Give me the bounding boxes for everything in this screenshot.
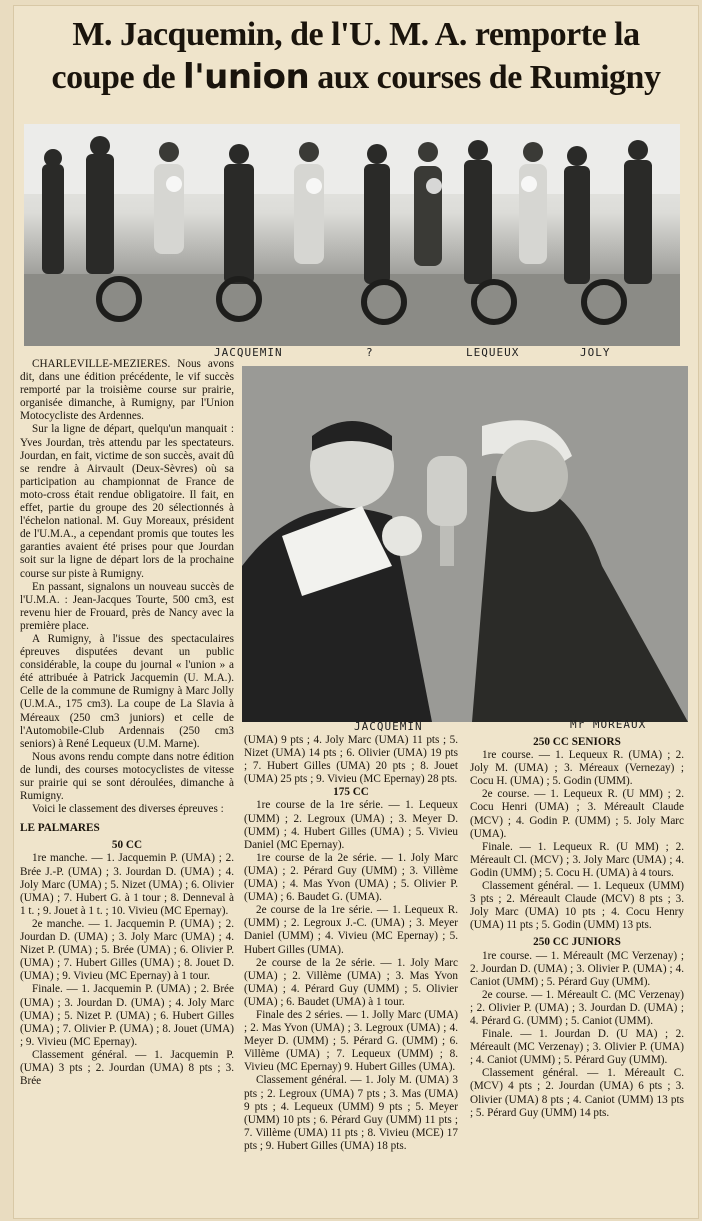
result-paragraph: Classement général. — 1. Lequeux (UMM) 3 pts ; 2. Méreault Claude (MCV) 8 pts ; 3. Joly Marc (UMA) 10 pts ; 4. Cocu Henry (UMA) 11 pts ; 5. Godin (UMM) 13 pts. — [470, 880, 684, 932]
article-column-2 — [244, 734, 458, 1216]
photo1-caption-joly: JOLY — [580, 346, 611, 359]
result-paragraph: Finale. — 1. Jourdan D. (U MA) ; 2. Méreault (MC Verzenay) ; 3. Olivier P. (UMA) ; 4. Caniot (UMM) ; 5. Pérard Guy (UMM). — [470, 1028, 684, 1067]
article-paragraph: Nous avons rendu compte dans notre édition de lundi, des courses motocyclistes de vitesse sur prairie qui se sont déroulées, dimanche à Rumigny. — [20, 750, 234, 803]
result-paragraph: 1re course. — 1. Méreault (MC Verzenay) ; 2. Jourdan D. (UMA) ; 3. Olivier P. (UMA) ; 4. Caniot (UMM) ; 5. Pérard Guy (UMM). — [470, 949, 684, 988]
headline-line-1: M. Jacquemin, de l'U. M. A. remporte la — [72, 16, 640, 53]
result-paragraph: Classement général. — 1. Jacquemin P. (UMA) 3 pts ; 2. Jourdan (UMA) 8 pts ; 3. Brée — [20, 1048, 234, 1088]
result-paragraph: Finale. — 1. Lequeux R. (U MM) ; 2. Méreault Cl. (MCV) ; 3. Joly Marc (UMA) ; 4. Godin (UMM) ; 5. Cocu H. (UMA) à 4 tours. — [470, 840, 684, 879]
cc175-heading: 175 CC — [333, 786, 369, 799]
result-paragraph: Finale. — 1. Jacquemin P. (UMA) ; 2. Brée (UMA) ; 3. Jourdan D. (UMA) ; 4. Joly Marc (UMA) ; 5. Nizet P. (UMA) ; 6. Hubert Gilles (UMA) ; 7. Olivier P. (UMA) ; 8. Jouet (UMA) ; 9. Vivieu (MC Epernay). — [20, 983, 234, 1048]
result-paragraph: Finale des 2 séries. — 1. Jolly Marc (UMA) ; 2. Mas Yvon (UMA) ; 3. Legroux (UMA) ; 4. Meyer D. (UMM) ; 5. Pérard G. (UMM) ; 6. Villème (UMA) ; 7. Lequeux (UMM) ; 8. Vivieu (MC Epernay) 9. Hubert Gilles (UMA). — [244, 1008, 458, 1074]
article-paragraph: CHARLEVILLE-MEZIERES. Nous avons dit, dans une édition précédente, le vif succès remporté par la troisième course sur prairie, organisée dimanche, à Rumigny, par l'Union Motocycliste des Ardennes. — [20, 358, 234, 423]
photo1-caption-lequeux: LEQUEUX — [466, 346, 520, 359]
result-paragraph: 1re manche. — 1. Jacquemin P. (UMA) ; 2. Brée J.-P. (UMA) ; 3. Jourdan D. (UMA) ; 4. Joly Marc (UMA) ; 5. Nizet (UMA) ; 6. Olivier (UMA) ; 7. Hubert G. à 1 tour ; 8. Denneval à 1 t. ; 9. Jouet à 1 t. ; 10. Vivieu (MC Epernay). — [20, 852, 234, 917]
headline-line-2-start: coupe de — [51, 59, 184, 96]
headline-line-2 — [24, 56, 688, 99]
article-paragraph: Voici le classement des diverses épreuves : — [32, 803, 224, 816]
result-paragraph: 2e course. — 1. Méreault C. (MC Verzenay) ; 2. Olivier P. (UMA) ; 3. Jourdan D. (UMA) ; 4. Pérard G. (UMM) ; 5. Caniot (UMM). — [470, 988, 684, 1027]
photo2-caption-jacquemin: JACQUEMIN — [354, 720, 423, 733]
headline-line-2-end: aux courses de Rumigny — [309, 59, 661, 96]
trophy-presentation-photo — [242, 366, 688, 722]
article-column-3 — [470, 736, 684, 1216]
result-paragraph: 2e manche. — 1. Jacquemin P. (UMA) ; 2. Jourdan D. (UMA) ; 3. Joly Marc (UMA) ; 4. Nizet P. (UMA) ; 5. Brée (UMA) ; 6. Olivier P. (UMA) ; 7. Hubert Gilles (UMA) ; 8. Jouet D. (UMA) ; 9. Vivieu (MC Epernay) à 1 tour. — [20, 917, 234, 983]
result-paragraph: 2e course de la 1re série. — 1. Lequeux R. (UMM) ; 2. Legroux J.-C. (UMA) ; 3. Meyer Daniel (UMM) ; 4. Vivieu (MC Epernay) ; 5. Hubert Gilles (UMA). — [244, 904, 458, 956]
headline — [24, 14, 688, 99]
photo1-caption-unknown: ? — [366, 346, 374, 359]
result-paragraph: 2e course de la 2e série. — 1. Joly Marc (UMA) ; 2. Villème (UMA) ; 3. Mas Yvon (UMA) ; 4. Pérard Guy (UMM) ; 5. Olivier (UMA) ; 6. Baudet (UMA) à 1 tour. — [244, 956, 458, 1008]
result-paragraph: (UMA) 9 pts ; 4. Joly Marc (UMA) 11 pts ; 5. Nizet (UMA) 14 pts ; 6. Olivier (UMA) 19 pts ; 7. Hubert Gilles (UMA) 20 pts ; 8. Jouet (UMA) 25 pts ; 9. Vivieu (MC Epernay) 28 pts. — [244, 734, 458, 786]
riders-group-photo — [24, 124, 680, 346]
article-paragraph: En passant, signalons un nouveau succès de l'U.M.A. : Jean-Jacques Tourte, 500 cm3, est revenu hier de Frouard, près de Nancy avec la première place. — [20, 580, 234, 632]
cc250-seniors-heading: 250 CC SENIORS — [533, 736, 621, 748]
cc250-juniors-heading: 250 CC JUNIORS — [533, 936, 621, 949]
result-paragraph: 1re course. — 1. Lequeux R. (UMA) ; 2. Joly M. (UMA) ; 3. Méreaux (Vernezay) ; Cocu H. (UMA) ; 5. Godin (UMM). — [470, 749, 684, 788]
photo1-caption-jacquemin: JACQUEMIN — [214, 346, 283, 359]
newspaper-clipping — [14, 6, 698, 1218]
cc50-heading: 50 CC — [111, 839, 143, 852]
result-paragraph: 1re course de la 1re série. — 1. Lequeux (UMM) ; 2. Legroux (UMA) ; 3. Meyer D. (UMM) ; 4. Hubert Gilles (UMA) ; 5. Vivieu Daniel (MC Epernay). — [244, 799, 458, 851]
result-paragraph: Classement général. — 1. Méreault C. (MCV) 4 pts ; 2. Jourdan (UMA) 6 pts ; 3. Olivier (UMA) 8 pts ; 4. Caniot (UMM) 13 pts ; 5. Pérard Guy (UMM) 14 pts. — [470, 1067, 684, 1119]
union-brand-logo: l'union — [183, 57, 310, 97]
article-paragraph: A Rumigny, à l'issue des spectaculaires épreuves disputées devant un public considérable, la coupe du journal « l'union » a été attribuée à Patrick Jacquemin (U. M.A.). Celle de la commune de Rumigny à Marc Jolly (U.M.A., 175 cm3). La coupe de La Slavia à Méreaux (250 cm3 juniors) et celle de l'Automobile-Club Ardennais (250 cm3 seniors) à René Lequeux (U.M. Marne). — [20, 632, 234, 750]
photo2-caption-moreaux: Mr MOREAUX — [570, 718, 647, 731]
article-paragraph: Sur la ligne de départ, quelqu'un manquait : Yves Jourdan, très attendu par les spectateurs. Jourdan, en fait, victime de son succès, avait dû se rendre à Airvault (Deux-Sèvres) où sa participation au championnat de France de moto-cross était rendue obligatoire. Il fait, en effet, partie du groupe des 20 sélectionnés à l'échelon national. M. Guy Moreaux, président de l'U.M.A., a cependant promis que toutes les garanties avaient été prises pour que Jourdan soit sur la ligne de départ lors de la prochaine course sur piste à Rumigny. — [20, 423, 234, 580]
result-paragraph: 1re course de la 2e série. — 1. Joly Marc (UMA) ; 2. Pérard Guy (UMM) ; 3. Villème (UMA) ; 4. Mas Yvon (UMA) ; 5. Olivier P. (UMA) ; 6. Baudet G. (UMA). — [244, 851, 458, 904]
palmares-heading: LE PALMARES — [20, 822, 100, 835]
result-paragraph: Classement général. — 1. Joly M. (UMA) 3 pts ; 2. Legroux (UMA) 7 pts ; 3. Mas (UMA) 9 pts ; 4. Lequeux (UMM) 9 pts ; 5. Meyer (UMM) 10 pts ; 6. Pérard Guy (UMM) 11 pts ; 7. Villème (UMA) 11 pts ; 8. Vivieu (MCE) 17 pts ; 9. Hubert Gilles (UMA) 18 pts. — [244, 1074, 458, 1152]
article-column-1 — [20, 358, 234, 1216]
result-paragraph: 2e course. — 1. Lequeux R. (U MM) ; 2. Cocu Henri (UMA) ; 3. Méreault Claude (MCV) ; 4. Godin P. (UMM) ; 5. Joly Marc (UMA). — [470, 788, 684, 840]
